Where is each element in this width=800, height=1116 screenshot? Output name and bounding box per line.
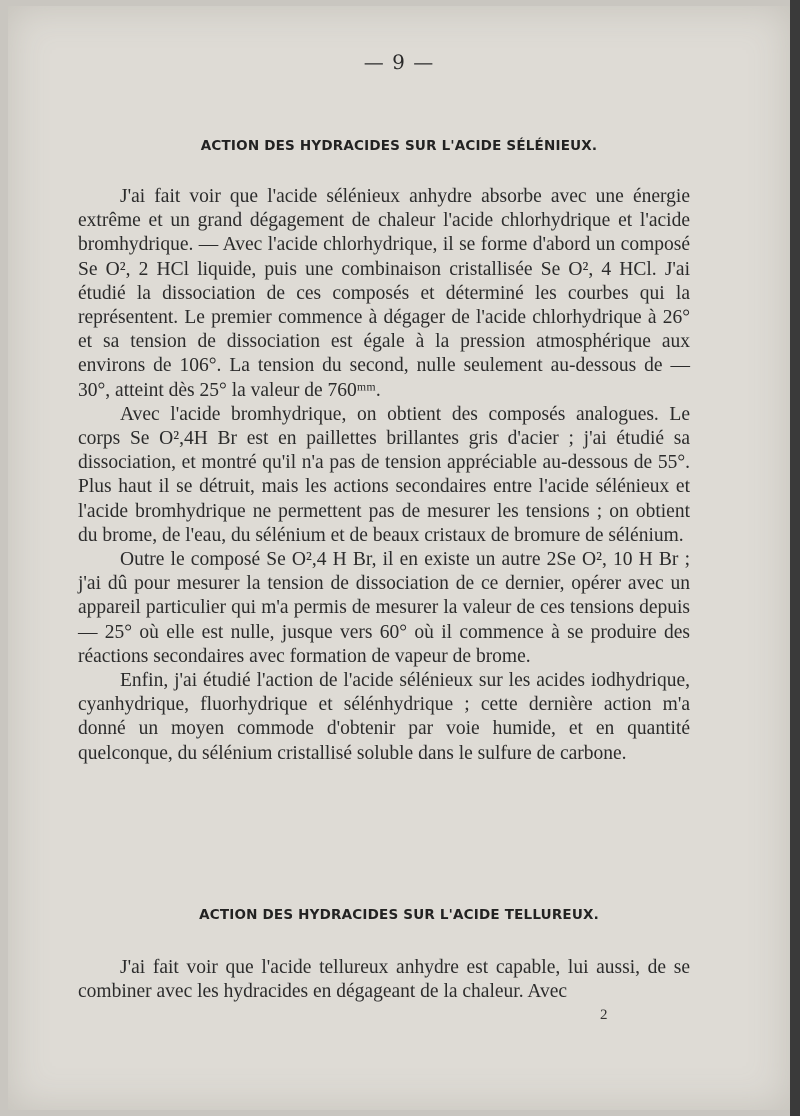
paragraph: J'ai fait voir que l'acide sélénieux anhydre absorbe avec une énergie extrême et un grand dégagement de chaleur l'acide chlorhydrique et l'acide bromhydrique. — Avec l'acide chlorhydrique, il se forme d'abord un composé Se O², 2 HCl liquide, puis une combinaison cristallisée Se O², 4 HCl. J'ai étudié la dissociation de ces composés et déterminé les courbes qui la représentent. Le premier commence à dégager de l'acide chlorhydrique à 26° et sa tension de dissociation est égale à la pression atmosphérique aux environs de 106°. La tension du second, nulle seulement au-dessous de — 30°, atteint dès 25° la valeur de 760ᵐᵐ. <box>78 186 690 401</box>
section-heading-selenieux: ACTION DES HYDRACIDES SUR L'ACIDE SÉLÉNIEUX. <box>200 138 598 154</box>
paragraph: Avec l'acide bromhydrique, on obtient des composés analogues. Le corps Se O²,4H Br est en paillettes brillantes gris d'acier ; j'ai étudié sa dissociation, et montré qu'il n'a pas de tension appréciable au-dessous de 55°. Plus haut il se détruit, mais les actions secondaires entre l'acide sélénieux et l'acide bromhydrique ne permettent pas de mesurer les tensions ; on obtient du brome, de l'eau, du sélénium et de beaux cristaux de bromure de sélénium. <box>78 403 690 546</box>
paragraph: Enfin, j'ai étudié l'action de l'acide sélénieux sur les acides iodhydrique, cyanhydrique, fluorhydrique et sélénhydrique ; cette dernière action m'a donné un moyen commode d'obtenir par voie humide, et en quantité quelconque, du sélénium cristallisé soluble dans le sulfure de carbone. <box>78 670 690 764</box>
section-body-tellureux <box>78 956 690 1004</box>
document-page <box>8 6 790 1110</box>
scan-edge <box>790 0 800 1116</box>
paragraph: J'ai fait voir que l'acide tellureux anhydre est capable, lui aussi, de se combiner avec les hydracides en dégageant de la chaleur. Avec <box>78 957 690 1003</box>
signature-mark: 2 <box>600 1007 608 1023</box>
section-heading-tellureux: ACTION DES HYDRACIDES SUR L'ACIDE TELLUREUX. <box>199 907 599 923</box>
page-number: — 9 — <box>363 50 435 74</box>
paragraph: Outre le composé Se O²,4 H Br, il en existe un autre 2Se O², 10 H Br ; j'ai dû pour mesurer la tension de dissociation de ce dernier, opérer avec un appareil particulier qui m'a permis de mesurer la valeur de ces tensions depuis — 25° où elle est nulle, jusque vers 60° où il commence à se produire des réactions secondaires avec formation de vapeur de brome. <box>78 549 690 667</box>
section-body-selenieux <box>78 185 690 766</box>
